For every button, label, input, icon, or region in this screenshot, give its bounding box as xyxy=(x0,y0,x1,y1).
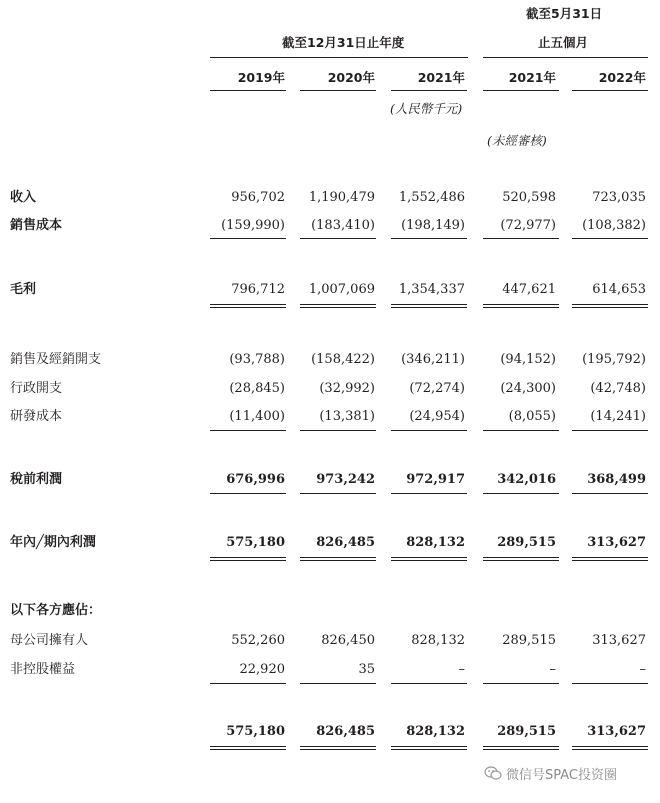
unaudited-note: (未經審核) xyxy=(487,133,547,148)
cell-nci-2019: 22,920 xyxy=(239,662,285,677)
rd-rule-5 xyxy=(572,430,648,431)
profit-double-rule-5 xyxy=(572,557,648,561)
column-rule-2 xyxy=(300,90,376,91)
watermark-text: 微信号SPAC投资圈 xyxy=(506,768,618,783)
cell-nci-2021: – xyxy=(458,662,465,677)
cell-revenue-2022p: 723,035 xyxy=(592,190,646,205)
total-double-rule-4 xyxy=(483,746,559,750)
rd-rule-3 xyxy=(391,430,467,431)
cell-admin-2021p: (24,300) xyxy=(500,381,556,396)
rd-rule-1 xyxy=(210,430,286,431)
row-label-selling-expenses: 銷售及經銷開支 xyxy=(10,352,102,367)
cell-nci-2022p: – xyxy=(639,662,646,677)
gross-double-rule-4 xyxy=(483,304,559,308)
cell-revenue-2021: 1,552,486 xyxy=(398,190,465,205)
cell-rd-2019: (11,400) xyxy=(229,409,285,424)
cell-gross-profit-2021: 1,354,337 xyxy=(398,282,465,297)
rd-rule-2 xyxy=(300,430,376,431)
column-header-2022-period: 2022年 xyxy=(598,70,646,85)
column-header-2019: 2019年 xyxy=(237,70,285,85)
cost-rule-4 xyxy=(483,238,559,239)
cell-total-2021: 828,132 xyxy=(406,724,465,739)
cost-rule-3 xyxy=(391,238,467,239)
profit-double-rule-3 xyxy=(391,557,467,561)
cell-cost-of-sales-2021p: (72,977) xyxy=(500,218,556,233)
cell-rd-2022p: (14,241) xyxy=(590,409,646,424)
cell-selling-2022p: (195,792) xyxy=(582,352,646,367)
cell-owners-2020: 826,450 xyxy=(321,633,375,648)
column-rule-5 xyxy=(572,90,648,91)
cell-admin-2019: (28,845) xyxy=(229,381,285,396)
cell-owners-2021: 828,132 xyxy=(411,633,465,648)
profit-double-rule-1 xyxy=(210,557,286,561)
cell-gross-profit-2020: 1,007,069 xyxy=(308,282,375,297)
nci-rule-3 xyxy=(391,683,467,684)
row-label-revenue: 收入 xyxy=(10,190,37,205)
cell-total-2022p: 313,627 xyxy=(587,724,646,739)
cell-profit-2019: 575,180 xyxy=(226,535,285,550)
row-label-attributable-heading: 以下各方應佔： xyxy=(10,603,102,618)
cell-cost-of-sales-2022p: (108,382) xyxy=(582,218,646,233)
cell-rd-2021p: (8,055) xyxy=(508,409,556,424)
rd-rule-4 xyxy=(483,430,559,431)
cell-pbt-2021: 972,917 xyxy=(406,472,465,487)
cell-cost-of-sales-2020: (183,410) xyxy=(311,218,375,233)
header-period-line2: 止五個月 xyxy=(538,35,589,50)
cell-total-2020: 826,485 xyxy=(316,724,375,739)
cell-admin-2021: (72,274) xyxy=(409,381,465,396)
total-double-rule-2 xyxy=(300,746,376,750)
cost-rule-5 xyxy=(572,238,648,239)
cell-selling-2021p: (94,152) xyxy=(500,352,556,367)
cell-gross-profit-2019: 796,712 xyxy=(231,282,285,297)
column-header-2021: 2021年 xyxy=(417,70,465,85)
cell-profit-2021p: 289,515 xyxy=(497,535,556,550)
total-double-rule-1 xyxy=(210,746,286,750)
header-year-rule xyxy=(210,57,468,58)
cell-nci-2020: 35 xyxy=(358,662,375,677)
pbt-rule-4 xyxy=(483,493,559,494)
header-period-line1: 截至5月31日 xyxy=(526,6,603,21)
column-rule-3 xyxy=(391,90,467,91)
pbt-rule-5 xyxy=(572,493,648,494)
row-label-admin-expenses: 行政開支 xyxy=(10,381,63,396)
profit-double-rule-4 xyxy=(483,557,559,561)
cell-pbt-2020: 973,242 xyxy=(316,472,375,487)
nci-rule-4 xyxy=(483,683,559,684)
cell-revenue-2021p: 520,598 xyxy=(502,190,556,205)
nci-rule-1 xyxy=(210,683,286,684)
profit-double-rule-2 xyxy=(300,557,376,561)
total-double-rule-5 xyxy=(572,746,648,750)
cell-owners-2019: 552,260 xyxy=(231,633,285,648)
header-period-rule xyxy=(483,57,648,58)
row-label-profit-before-tax: 稅前利潤 xyxy=(10,472,63,487)
cell-selling-2021: (346,211) xyxy=(401,352,465,367)
cell-admin-2020: (32,992) xyxy=(319,381,375,396)
row-label-profit-for-period: 年內╱期內利潤 xyxy=(10,535,96,550)
cell-revenue-2019: 956,702 xyxy=(231,190,285,205)
gross-double-rule-2 xyxy=(300,304,376,308)
column-header-2021-period: 2021年 xyxy=(508,70,556,85)
cell-gross-profit-2021p: 447,621 xyxy=(502,282,556,297)
header-year-group: 截至12月31日止年度 xyxy=(282,35,405,50)
cell-profit-2022p: 313,627 xyxy=(587,535,646,550)
gross-double-rule-5 xyxy=(572,304,648,308)
row-label-cost-of-sales: 銷售成本 xyxy=(10,218,63,233)
cell-admin-2022p: (42,748) xyxy=(590,381,646,396)
row-label-rd-costs: 研發成本 xyxy=(10,409,63,424)
pbt-rule-1 xyxy=(210,493,286,494)
pbt-rule-2 xyxy=(300,493,376,494)
cell-owners-2022p: 313,627 xyxy=(592,633,646,648)
nci-rule-5 xyxy=(572,683,648,684)
cell-gross-profit-2022p: 614,653 xyxy=(592,282,646,297)
row-label-owners: 母公司擁有人 xyxy=(10,633,89,648)
cell-pbt-2022p: 368,499 xyxy=(587,472,646,487)
cost-rule-2 xyxy=(300,238,376,239)
wechat-icon xyxy=(484,766,502,780)
cell-selling-2019: (93,788) xyxy=(229,352,285,367)
column-header-2020: 2020年 xyxy=(327,70,375,85)
cell-pbt-2021p: 342,016 xyxy=(497,472,556,487)
nci-rule-2 xyxy=(300,683,376,684)
cell-total-2019: 575,180 xyxy=(226,724,285,739)
gross-double-rule-3 xyxy=(391,304,467,308)
gross-double-rule-1 xyxy=(210,304,286,308)
cell-rd-2020: (13,381) xyxy=(319,409,375,424)
cell-revenue-2020: 1,190,479 xyxy=(308,190,375,205)
cell-cost-of-sales-2019: (159,990) xyxy=(221,218,285,233)
total-double-rule-3 xyxy=(391,746,467,750)
cell-profit-2020: 826,485 xyxy=(316,535,375,550)
cell-total-2021p: 289,515 xyxy=(497,724,556,739)
unit-note: (人民幣千元) xyxy=(390,101,463,116)
cell-selling-2020: (158,422) xyxy=(311,352,375,367)
column-rule-4 xyxy=(483,90,559,91)
cell-cost-of-sales-2021: (198,149) xyxy=(401,218,465,233)
cell-owners-2021p: 289,515 xyxy=(502,633,556,648)
cell-profit-2021: 828,132 xyxy=(406,535,465,550)
row-label-nci: 非控股權益 xyxy=(10,662,76,677)
cell-pbt-2019: 676,996 xyxy=(226,472,285,487)
row-label-gross-profit: 毛利 xyxy=(10,282,37,297)
cost-rule-1 xyxy=(210,238,286,239)
cell-rd-2021: (24,954) xyxy=(409,409,465,424)
column-rule-1 xyxy=(210,90,286,91)
cell-nci-2021p: – xyxy=(549,662,556,677)
pbt-rule-3 xyxy=(391,493,467,494)
